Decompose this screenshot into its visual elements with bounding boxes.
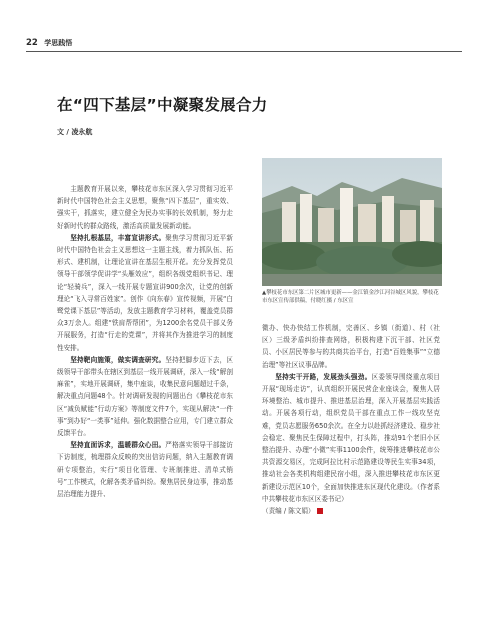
article-title: 在“四下基层”中凝聚发展合力 xyxy=(57,96,268,114)
article-column-right xyxy=(262,322,440,517)
paragraph: 坚持直面诉求，温暖群众心田。严格落实领导干部接访下访制度，梳理群众反映的突出信访问题，纳入主题教育调研专项整治，实行“项目化管理、专班制推进、清单式销号”工作模式，化解各类矛盾纠纷。聚焦居民身边事，推动基层治理能力提升、 xyxy=(57,441,234,499)
paragraph: 坚持扎根基层，丰富宣讲形式。聚焦学习贯彻习近平新时代中国特色社会主义思想这一主题主线，着力抓队伍、拓形式、建机制，让理论宣讲在基层生根开花。充分发挥党员领导干部领学促讲学“头雁效应”，组织各级党组织书记、理论“轻骑兵”，深入一线开展专题宣讲900余次，让党的创新理论“飞入寻常百姓家”。创作《向东春》宣传视频，开展“白鹭党课下基层”等活动，发放主题教育学习材料，覆盖党员群众3万余人。组建“铁肩帮帮团”，为1200余名党员干部义务开展服务，打造“行走的党课”，并将其作为推进学习的制度性安排。 xyxy=(57,233,234,352)
page-number: 22 xyxy=(26,38,38,48)
editor-note: （责编 / 陈文娟） xyxy=(262,507,315,516)
photo-caption: ▲攀枝花市东区第二片区城市更新——金江镇金沙江河谷城区风貌，攀枝花市东区宣传部供稿，付晓红摄 / 东区宣 xyxy=(262,290,439,305)
paragraph-lead: 坚持靶向施策，做实调查研究。 xyxy=(70,355,166,364)
section-name: 学思践悟 xyxy=(44,39,73,47)
paragraph-lead: 坚持扎根基层，丰富宣讲形式。 xyxy=(70,233,166,242)
end-mark-icon xyxy=(317,508,323,514)
paragraph: 坚持实干开路，发展劲头强劲。区委领导围绕重点项目开展“现场走访”，认真组织开展民营企业座谈会，聚焦人居环境整治、城市提升、推进基层治理，深入开展基层实践活动。开展各项行动，组织党员干部在重点工作一线攻坚克难，党员志愿服务650余次。在全力以赴抓经济建设、稳步社会稳定、聚焦民生保障过程中，打头阵，推动91个老旧小区整治提升、办理“小微”实事1100余件，统筹推进攀枝花市公共资源交易区，完成阿拉比村示范路建设等民生实事34项，推动社会各类机构组建民宿小组，深入推进攀枝花市东区更新建设示范区10个，全面加快推进东区现代化建设。（作者系中共攀枝花市东区区委书记） xyxy=(262,372,441,503)
article-column-left xyxy=(57,183,233,500)
city-photo xyxy=(262,158,442,286)
paragraph-lead: 坚持直面诉求，温暖群众心田。 xyxy=(70,441,166,450)
paragraph-lead: 坚持实干开路，发展劲头强劲。 xyxy=(275,372,372,381)
editor-note-line xyxy=(262,505,440,517)
page-header xyxy=(26,38,462,52)
header-rule xyxy=(26,51,462,52)
article-photo xyxy=(262,158,442,286)
paragraph: 坚持靶向施策，做实调查研究。坚持把脚步迈下去，区级领导干部带头在辖区到基层一线开展调研，深入一线“解剖麻雀”，实地开展调研，集中座谈，收集民意问题超过千条，解决重点问题48个。针对调研发现的问题出台《攀枝花市东区“减负赋能”行动方案》等制度文件7个，实现从解决“一件事”到办好“一类事”延伸。强化数据整合应用，专门建立群众反馈平台。 xyxy=(57,355,234,438)
paragraph: 主题教育开展以来，攀枝花市东区深入学习贯彻习近平新时代中国特色社会主义思想，聚焦“四下基层”，重实效、强实干，抓落实，建立健全为民办实事的长效机制，努力走好新时代的群众路线，激活高质量发展新动能。 xyxy=(57,185,233,230)
paragraph: 微办、快办快结工作机制，完善区、乡镇（街道）、村（社区）三级矛盾纠纷排查网络，积极构建下沉干部、社区党员、小区居民等参与的共商共治平台，打造“百姓集事”“立德治理”等社区议事品牌。 xyxy=(262,324,440,369)
article-byline: 文 / 凌永航 xyxy=(57,128,93,136)
